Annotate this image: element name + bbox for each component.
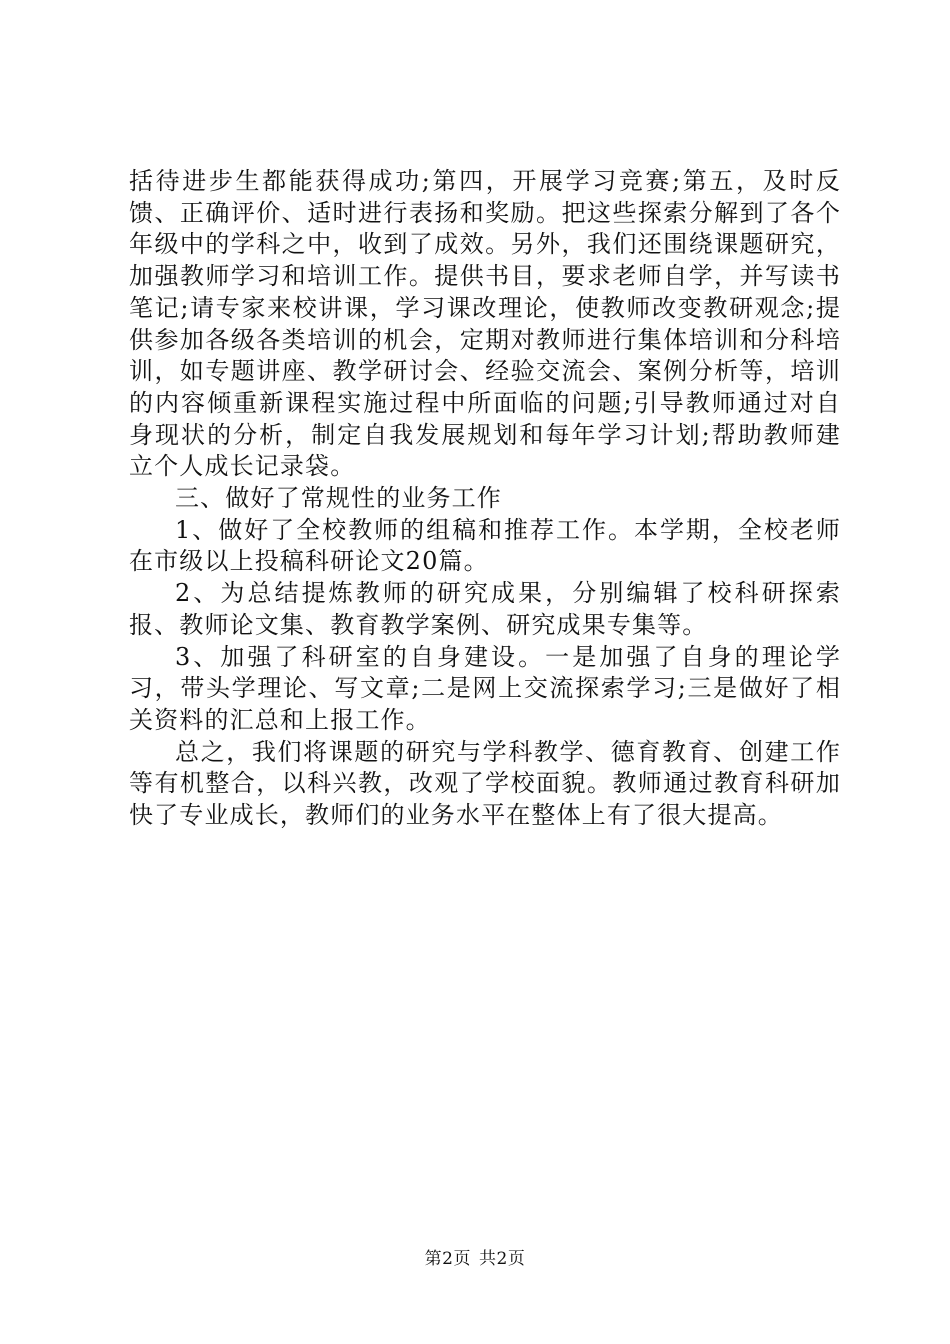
paragraph-summary: 总之，我们将课题的研究与学科教学、德育教育、创建工作等有机整合，以科兴教，改观了学校面貌。教师通过教育科研加快了专业成长，教师们的业务水平在整体上有了很大提高。 bbox=[129, 737, 841, 830]
document-body bbox=[129, 166, 841, 832]
page-footer bbox=[0, 1244, 950, 1269]
section-heading: 三、做好了常规性的业务工作 bbox=[175, 484, 502, 513]
page-number-total: 共2页 bbox=[479, 1249, 526, 1269]
paragraph-item-1: 1、做好了全校教师的组稿和推荐工作。本学期，全校老师在市级以上投稿科研论文20篇。 bbox=[129, 515, 841, 576]
paragraph-item-3: 3、加强了科研室的自身建设。一是加强了自身的理论学习，带头学理论、写文章;二是网上交流探索学习;三是做好了相关资料的汇总和上报工作。 bbox=[129, 642, 841, 734]
paragraph-item-2: 2、为总结提炼教师的研究成果，分别编辑了校科研探索报、教师论文集、教育教学案例、研究成果专集等。 bbox=[129, 579, 841, 639]
page-number-current: 第2页 bbox=[424, 1249, 471, 1269]
paragraph-continued: 括待进步生都能获得成功;第四，开展学习竞赛;第五，及时反馈、正确评价、适时进行表扬和奖励。把这些探索分解到了各个年级中的学科之中，收到了成效。另外，我们还围绕课题研究，加强教师学习和培训工作。提供书目，要求老师自学，并写读书笔记;请专家来校讲课，学习课改理论，使教师改变教研观念;提供参加各级各类培训的机会，定期对教师进行集体培训和分科培训，如专题讲座、教学研讨会、经验交流会、案例分析等，培训的内容倾重新课程实施过程中所面临的问题;引导教师通过对自身现状的分析，制定自我发展规划和每年学习计划;帮助教师建立个人成长记录袋。 bbox=[129, 167, 841, 481]
